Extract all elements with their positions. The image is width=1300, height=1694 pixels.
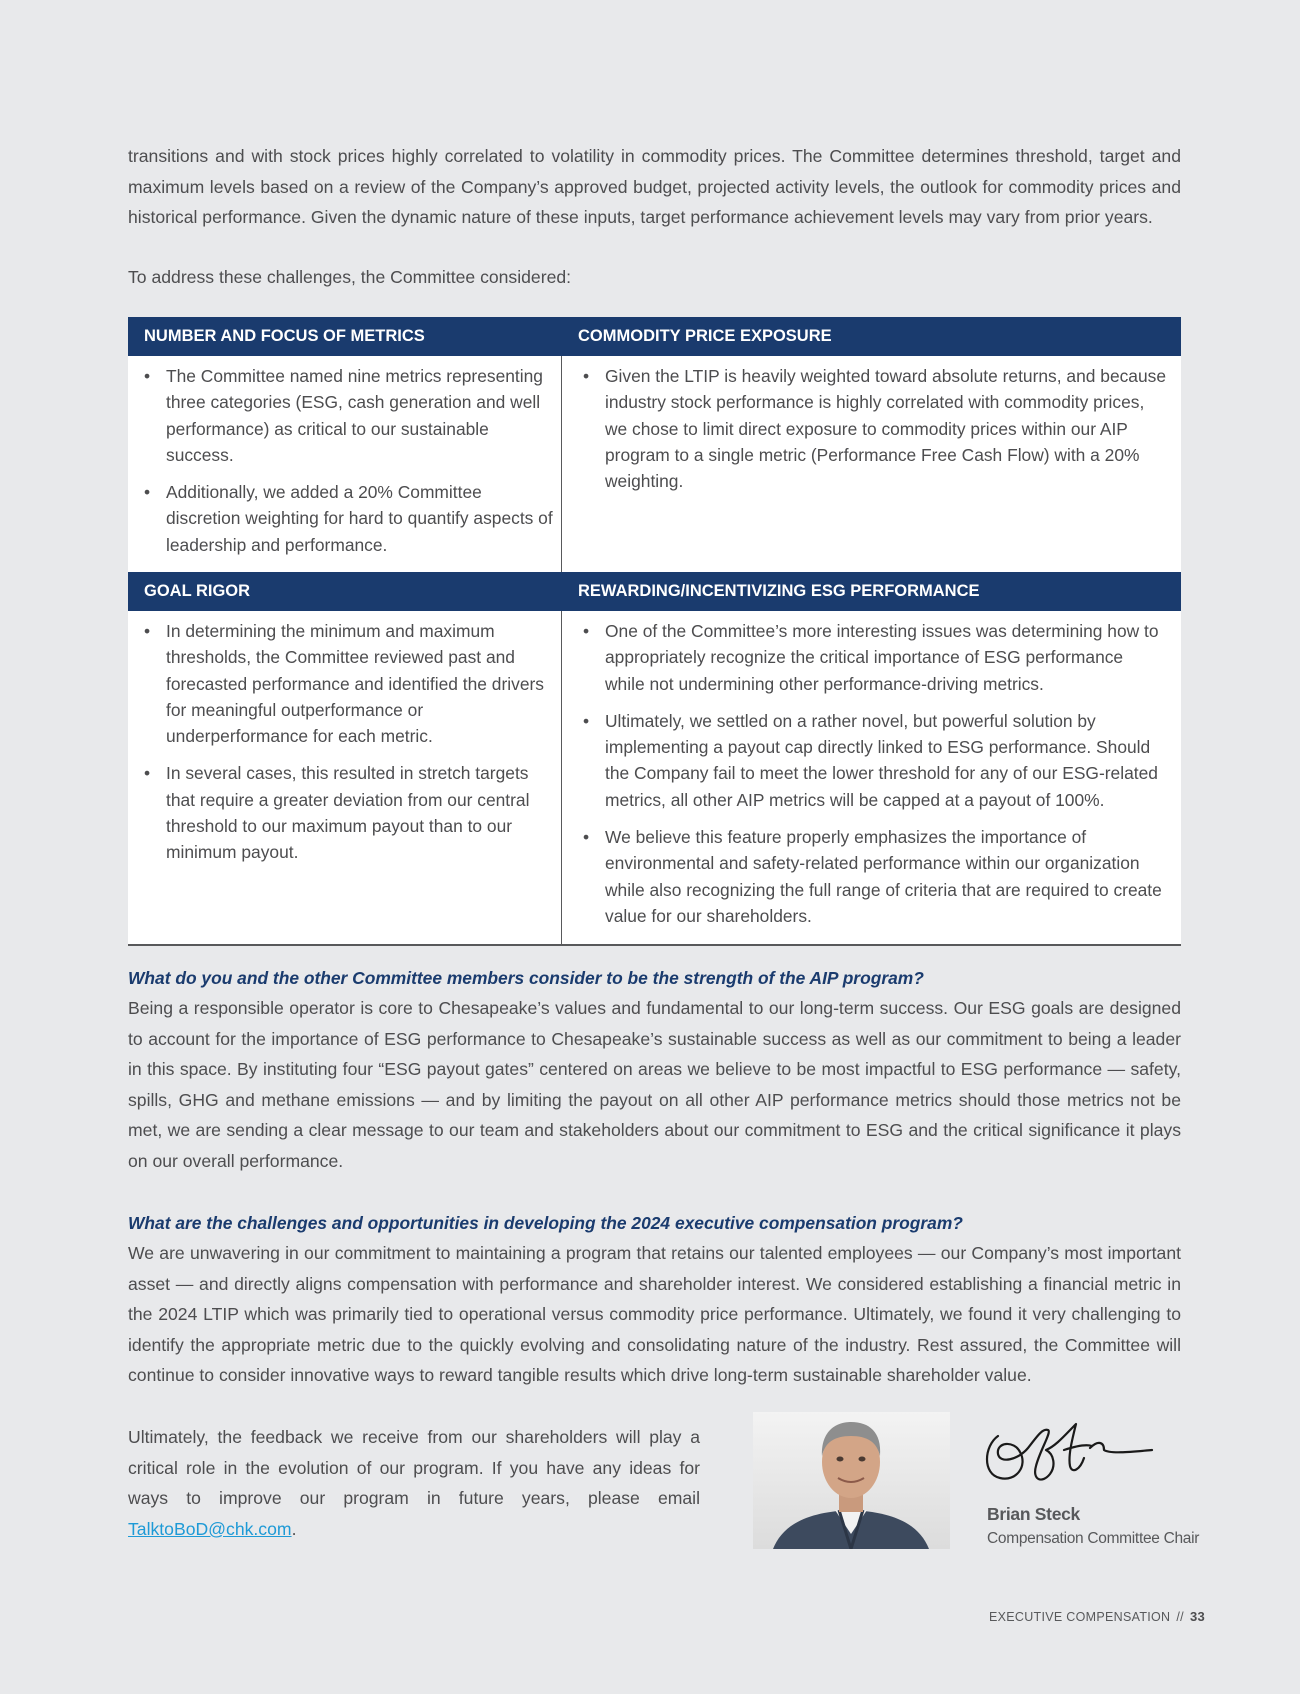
list-item: • Additionally, we added a 20% Committee discretion weighting for hard to quantify aspects of leadership and performance. (142, 479, 553, 558)
list-item: • Given the LTIP is heavily weighted toward absolute returns, and because industry stock performance is highly correlated with commodity prices, we chose to limit direct exposure to commodity prices within our AIP program to a single metric (Performance Free Cash Flow) with a 20% weighting. (581, 363, 1167, 494)
answer-paragraph: Being a responsible operator is core to Chesapeake’s values and fundamental to our long-term success. Our ESG goals are designed to account for the importance of ESG performance to Chesapeake’s sustainable success as well as our commitment to being a leader in this space. By instituting four “ESG payout gates” centered on areas we believe to be most impactful to ESG performance — safety, spills, GHG and methane emissions — and by limiting the payout on all other AIP performance metrics should those metrics not be met, we are sending a clear message to our team and stakeholders about our commitment to ESG and the critical significance it plays on our overall performance. (128, 998, 1181, 1171)
answer-paragraph: We are unwavering in our commitment to maintaining a program that retains our talented employees — our Company’s most important asset — and directly aligns compensation with performance and shareholder interest. We considered establishing a financial metric in the 2024 LTIP which was primarily tied to operational versus commodity price performance. Ultimately, we found it very challenging to identify the appropriate metric due to the quickly evolving and consolidating nature of the industry. Rest assured, the Committee will continue to consider innovative ways to reward tangible results which drive long-term sustainable shareholder value. (128, 1243, 1181, 1386)
table-header-row (128, 317, 1181, 356)
intro-paragraph: transitions and with stock prices highly correlated to volatility in commodity prices. The Committee determines threshold, target and maximum levels based on a review of the Company’s approved budget, projected activity levels, the outlook for commodity prices and historical performance. Given the dynamic nature of these inputs, target performance achievement levels may vary from prior years. (128, 146, 1181, 228)
list-item: • One of the Committee’s more interesting issues was determining how to appropriately recognize the critical importance of ESG performance while not undermining other performance-driving metrics. (581, 618, 1167, 697)
email-link[interactable]: TalktoBoD@chk.com (128, 1518, 292, 1539)
footer-separator: // (1176, 1610, 1184, 1624)
table-body-row (128, 611, 1181, 944)
table-header-row (128, 572, 1181, 611)
list-item: • In determining the minimum and maximum thresholds, the Committee reviewed past and forecasted performance and identified the drivers for meaningful outperformance or underperformance for each metric. (142, 618, 553, 749)
page-number: 33 (1189, 1609, 1205, 1624)
bullet-list (142, 363, 553, 558)
table-body-row (128, 356, 1181, 572)
list-item: • Ultimately, we settled on a rather novel, but powerful solution by implementing a payout cap directly linked to ESG performance. Should the Company fail to meet the lower threshold for any of our ESG-related metrics, all other AIP metrics will be capped at a payout of 100%. (581, 708, 1167, 813)
goal-rigor-cell (128, 611, 562, 944)
closing-text: Ultimately, the feedback we receive from our shareholders will play a critical role in the evolution of our program. If you have any ideas for ways to improve our program in future years, please email (128, 1427, 700, 1509)
signature-image (980, 1414, 1155, 1489)
question-heading: What are the challenges and opportunities in developing the 2024 executive compensation program? (128, 1213, 963, 1233)
page-footer (989, 1609, 1205, 1624)
portrait-photo (753, 1412, 950, 1549)
list-item: • In several cases, this resulted in stretch targets that require a greater deviation from our central threshold to our maximum payout than to our minimum payout. (142, 760, 553, 865)
signatory-name: Brian Steck (987, 1504, 1080, 1524)
footer-section: EXECUTIVE COMPENSATION (988, 1610, 1171, 1624)
header-commodity-price-exposure: COMMODITY PRICE EXPOSURE (578, 327, 832, 345)
bullet-list (142, 618, 553, 866)
portrait-illustration (753, 1412, 950, 1549)
bullet-list (581, 363, 1167, 494)
list-item: • The Committee named nine metrics representing three categories (ESG, cash generation and well performance) as critical to our sustainable success. (142, 363, 553, 468)
bullet-list (581, 618, 1167, 929)
considerations-table (128, 317, 1181, 946)
header-esg-performance: REWARDING/INCENTIVIZING ESG PERFORMANCE (578, 582, 980, 600)
metrics-cell (128, 356, 562, 572)
considered-lead-in: To address these challenges, the Committee considered: (128, 267, 572, 287)
esg-cell (562, 611, 1181, 944)
question-heading: What do you and the other Committee members consider to be the strength of the AIP program? (128, 968, 924, 988)
closing-paragraph (128, 1422, 700, 1544)
list-item: • We believe this feature properly emphasizes the importance of environmental and safety-related performance within our organization while also recognizing the full range of criteria that are required to create value for our shareholders. (581, 824, 1167, 929)
header-goal-rigor: GOAL RIGOR (144, 582, 251, 600)
header-number-focus-metrics: NUMBER AND FOCUS OF METRICS (144, 327, 425, 345)
commodity-cell (562, 356, 1181, 572)
closing-end: . (291, 1518, 297, 1539)
signatory-title: Compensation Committee Chair (987, 1530, 1200, 1547)
